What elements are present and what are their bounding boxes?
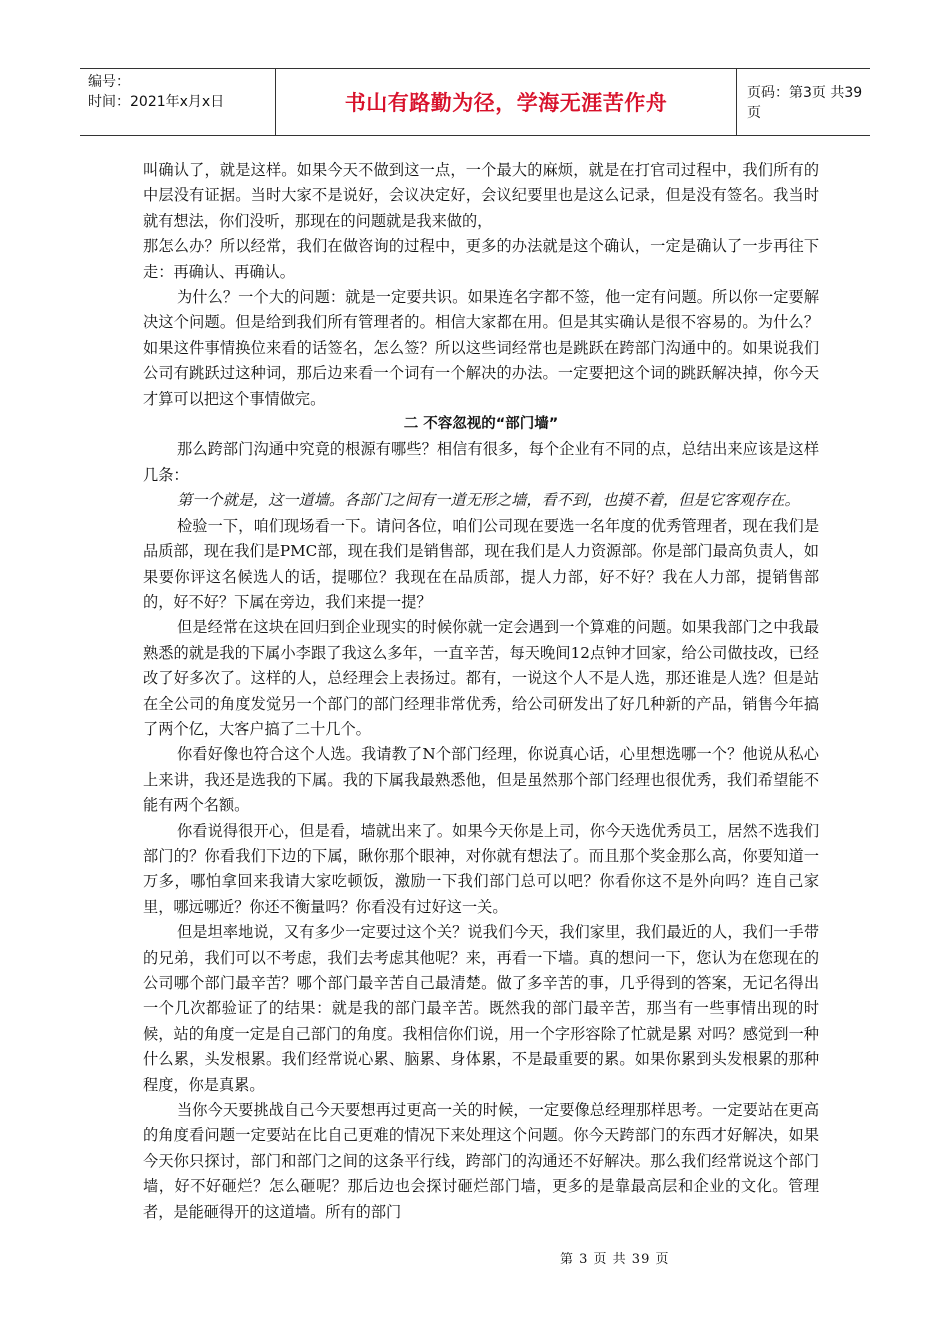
body-paragraph: 为什么？一个大的问题：就是一定要共识。如果连名字都不签，他一定有问题。所以你一定要解决这个问题。但是给到我们所有管理者的。相信大家都在用。但是其实确认是很不容易的。为什么？如果这件事情换位来看的话签名，怎么签？所以这些词经常也是跳跃在跨部门沟通中的。如果说我们公司有跳跃过这种词，那后边来看一个词有一个解决的办法。一定要把这个词的跳跃解决掉，你今天才算可以把这个事情做完。	[143, 288, 819, 408]
document-number-label: 编号：	[88, 74, 130, 90]
document-date-label: 时间：2021年x月x日	[88, 94, 225, 110]
page-footer: 第 3 页 共 39 页	[560, 1252, 670, 1267]
body-paragraph: 当你今天要挑战自己今天要想再过更高一关的时候，一定要像总经理那样思考。一定要站在更高的角度看问题一定要站在比自己更难的情况下来处理这个问题。你今天跨部门的东西才好解决，如果今天你只探讨，部门和部门之间的这条平行线，跨部门的沟通还不好解决。那么我们经常说这个部门墙，好不好砸烂？怎么砸呢？那后边也会探讨砸烂部门墙，更多的是靠最高层和企业的文化。管理者，是能砸得开的这道墙。所有的部门	[143, 1101, 819, 1221]
body-paragraph: 检验一下，咱们现场看一下。请问各位，咱们公司现在要选一名年度的优秀管理者，现在我们是品质部，现在我们是PMC部，现在我们是销售部，现在我们是人力资源部。你是部门最高负责人，如果要你评这名候选人的话，提哪位？我现在在品质部，提人力部，好不好？我在人力部，提销售部的，好不好？下属在旁边，我们来提一提？	[143, 516, 819, 611]
document-body	[143, 158, 819, 1225]
body-paragraph: 但是坦率地说，又有多少一定要过这个关？说我们今天，我们家里，我们最近的人，我们一手带的兄弟，我们可以不考虑，我们去考虑其他呢？来，再看一下墙。真的想问一下，您认为在您现在的公司哪个部门最辛苦？哪个部门最辛苦自己最清楚。做了多辛苦的事，几乎得到的答案，无记名得出一个几次都验证了的结果：就是我的部门最辛苦。既然我的部门最辛苦，那当有一些事情出现的时候，站的角度一定是自己部门的角度。我相信你们说，用一个字形容除了忙就是累 对吗？感觉到一种什么累，头发根累。我们经常说心累、脑累、身体累，不是最重要的累。如果你累到头发根累的那种程度，你是真累。	[143, 923, 819, 1094]
body-paragraph: 叫确认了，就是这样。如果今天不做到这一点，一个最大的麻烦，就是在打官司过程中，我们所有的中层没有证据。当时大家不是说好，会议决定好，会议纪要里也是这么记录，但是没有签名。我当时就有想法，你们没听，那现在的问题就是我来做的，	[143, 161, 819, 230]
body-paragraph: 你看说得很开心，但是看，墙就出来了。如果今天你是上司，你今天选优秀员工，居然不选我们部门的？你看我们下边的下属，瞅你那个眼神，对你就有想法了。而且那个奖金那么高，你要知道一万多，哪怕拿回来我请大家吃顿饭，激励一下我们部门总可以吧？你看你这不是外向吗？连自己家里，哪远哪近？你还不衡量吗？你看没有过好这一关。	[143, 821, 819, 916]
body-paragraph: 第一个就是，这一道墙。各部门之间有一道无形之墙，看不到，也摸不着，但是它客观存在。	[177, 491, 800, 510]
body-paragraph: 那么跨部门沟通中究竟的根源有哪些？相信有很多，每个企业有不同的点，总结出来应该是这样几条：	[143, 440, 819, 484]
header-page-label: 页码：第3页 共39页	[747, 85, 863, 121]
body-paragraph: 你看好像也符合这个人选。我请教了N个部门经理，你说真心话，心里想选哪一个？他说从私心上来讲，我还是选我的下属。我的下属我最熟悉他，但是虽然那个部门经理也很优秀，我们希望能不能有两个名额。	[143, 745, 819, 815]
header-meta	[80, 69, 276, 135]
body-paragraph: 那怎么办？所以经常，我们在做咨询的过程中，更多的办法就是这个确认，一定是确认了一步再往下走：再确认、再确认。	[143, 237, 819, 281]
page-header	[80, 68, 870, 136]
header-motto: 书山有路勤为径，学海无涯苦作舟	[276, 69, 737, 135]
section-heading: 二 不容忽视的“部门墙”	[403, 416, 559, 433]
body-paragraph: 但是经常在这块在回归到企业现实的时候你就一定会遇到一个算难的问题。如果我部门之中我最熟悉的就是我的下属小李跟了我这么多年，一直辛苦，每天晚间12点钟才回家，给公司做技改，已经改了好多次了。这样的人，总经理会上表扬过。都有，一说这个人不是人选，那还谁是人选？但是站在全公司的角度发觉另一个部门的部门经理非常优秀，给公司研发出了好几种新的产品，销售今年搞了两个亿，大客户搞了二十几个。	[143, 618, 819, 738]
